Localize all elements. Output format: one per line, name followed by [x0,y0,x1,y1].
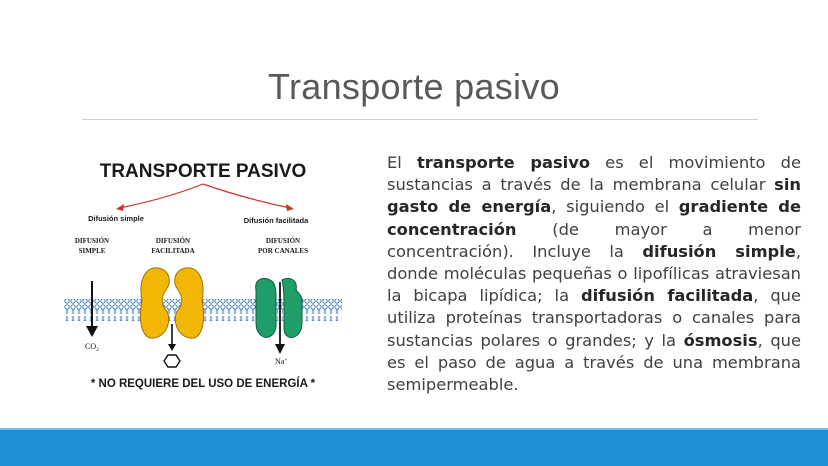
body-bold-6: ósmosis [683,330,758,350]
hexagon-molecule [164,355,180,367]
passive-transport-figure [58,150,348,400]
na-label: Na+ [275,357,288,366]
body-text-2: es el movimiento de sustancias a través de la membrana celular [387,153,801,195]
figure-svg [58,150,348,400]
body-text-4: (de mayor a menor concentración). Incluye la [387,219,801,261]
col3-title-line2: POR CANALES [258,247,308,255]
facilitated-arrow [168,324,176,351]
col1-title-line2: SIMPLE [78,247,106,255]
col1-title-line1: DIFUSIÓN [74,237,110,245]
footer-bar [0,430,828,466]
footer-note: * NO REQUIERE DEL USO DE ENERGÍA * [90,378,316,390]
body-text-7: , que es el paso de agua a través de una membrana semipermeable. [387,330,801,395]
body-text-1: El [387,153,417,172]
col3-title-line1: DIFUSIÓN [265,237,301,245]
co2-label: $CO_2$ [85,342,99,353]
slide-title: Transporte pasivo [268,66,560,107]
branch-arrows [116,184,294,211]
col2-title-line1: DIFUSIÓN [155,237,191,245]
col2-title-line2: FACILITADA [151,247,195,255]
body-bold-3: gradiente de concentración [387,197,801,239]
body-text-5: , donde moléculas pequeñas o lipofílicas atraviesan la bicapa lipídica; la [387,241,802,306]
branch-label-simple: Difusión simple [88,214,144,223]
branch-label-facilitated: Difusión facilitada [243,216,309,225]
figure-heading: TRANSPORTE PASIVO [99,161,307,182]
body-paragraph [387,152,801,396]
body-bold-5: difusión facilitada [580,286,754,306]
body-text-3: , siguiendo el [551,197,679,217]
body-text-6: , que utiliza proteínas transportadoras o canales para sustancias polares o grandes; y la [387,286,801,350]
body-bold-2: sin gasto de energía [387,175,801,217]
body-bold-4: difusión simple [642,241,796,261]
title-divider [82,119,758,120]
body-bold-1: transporte pasivo [416,153,591,172]
